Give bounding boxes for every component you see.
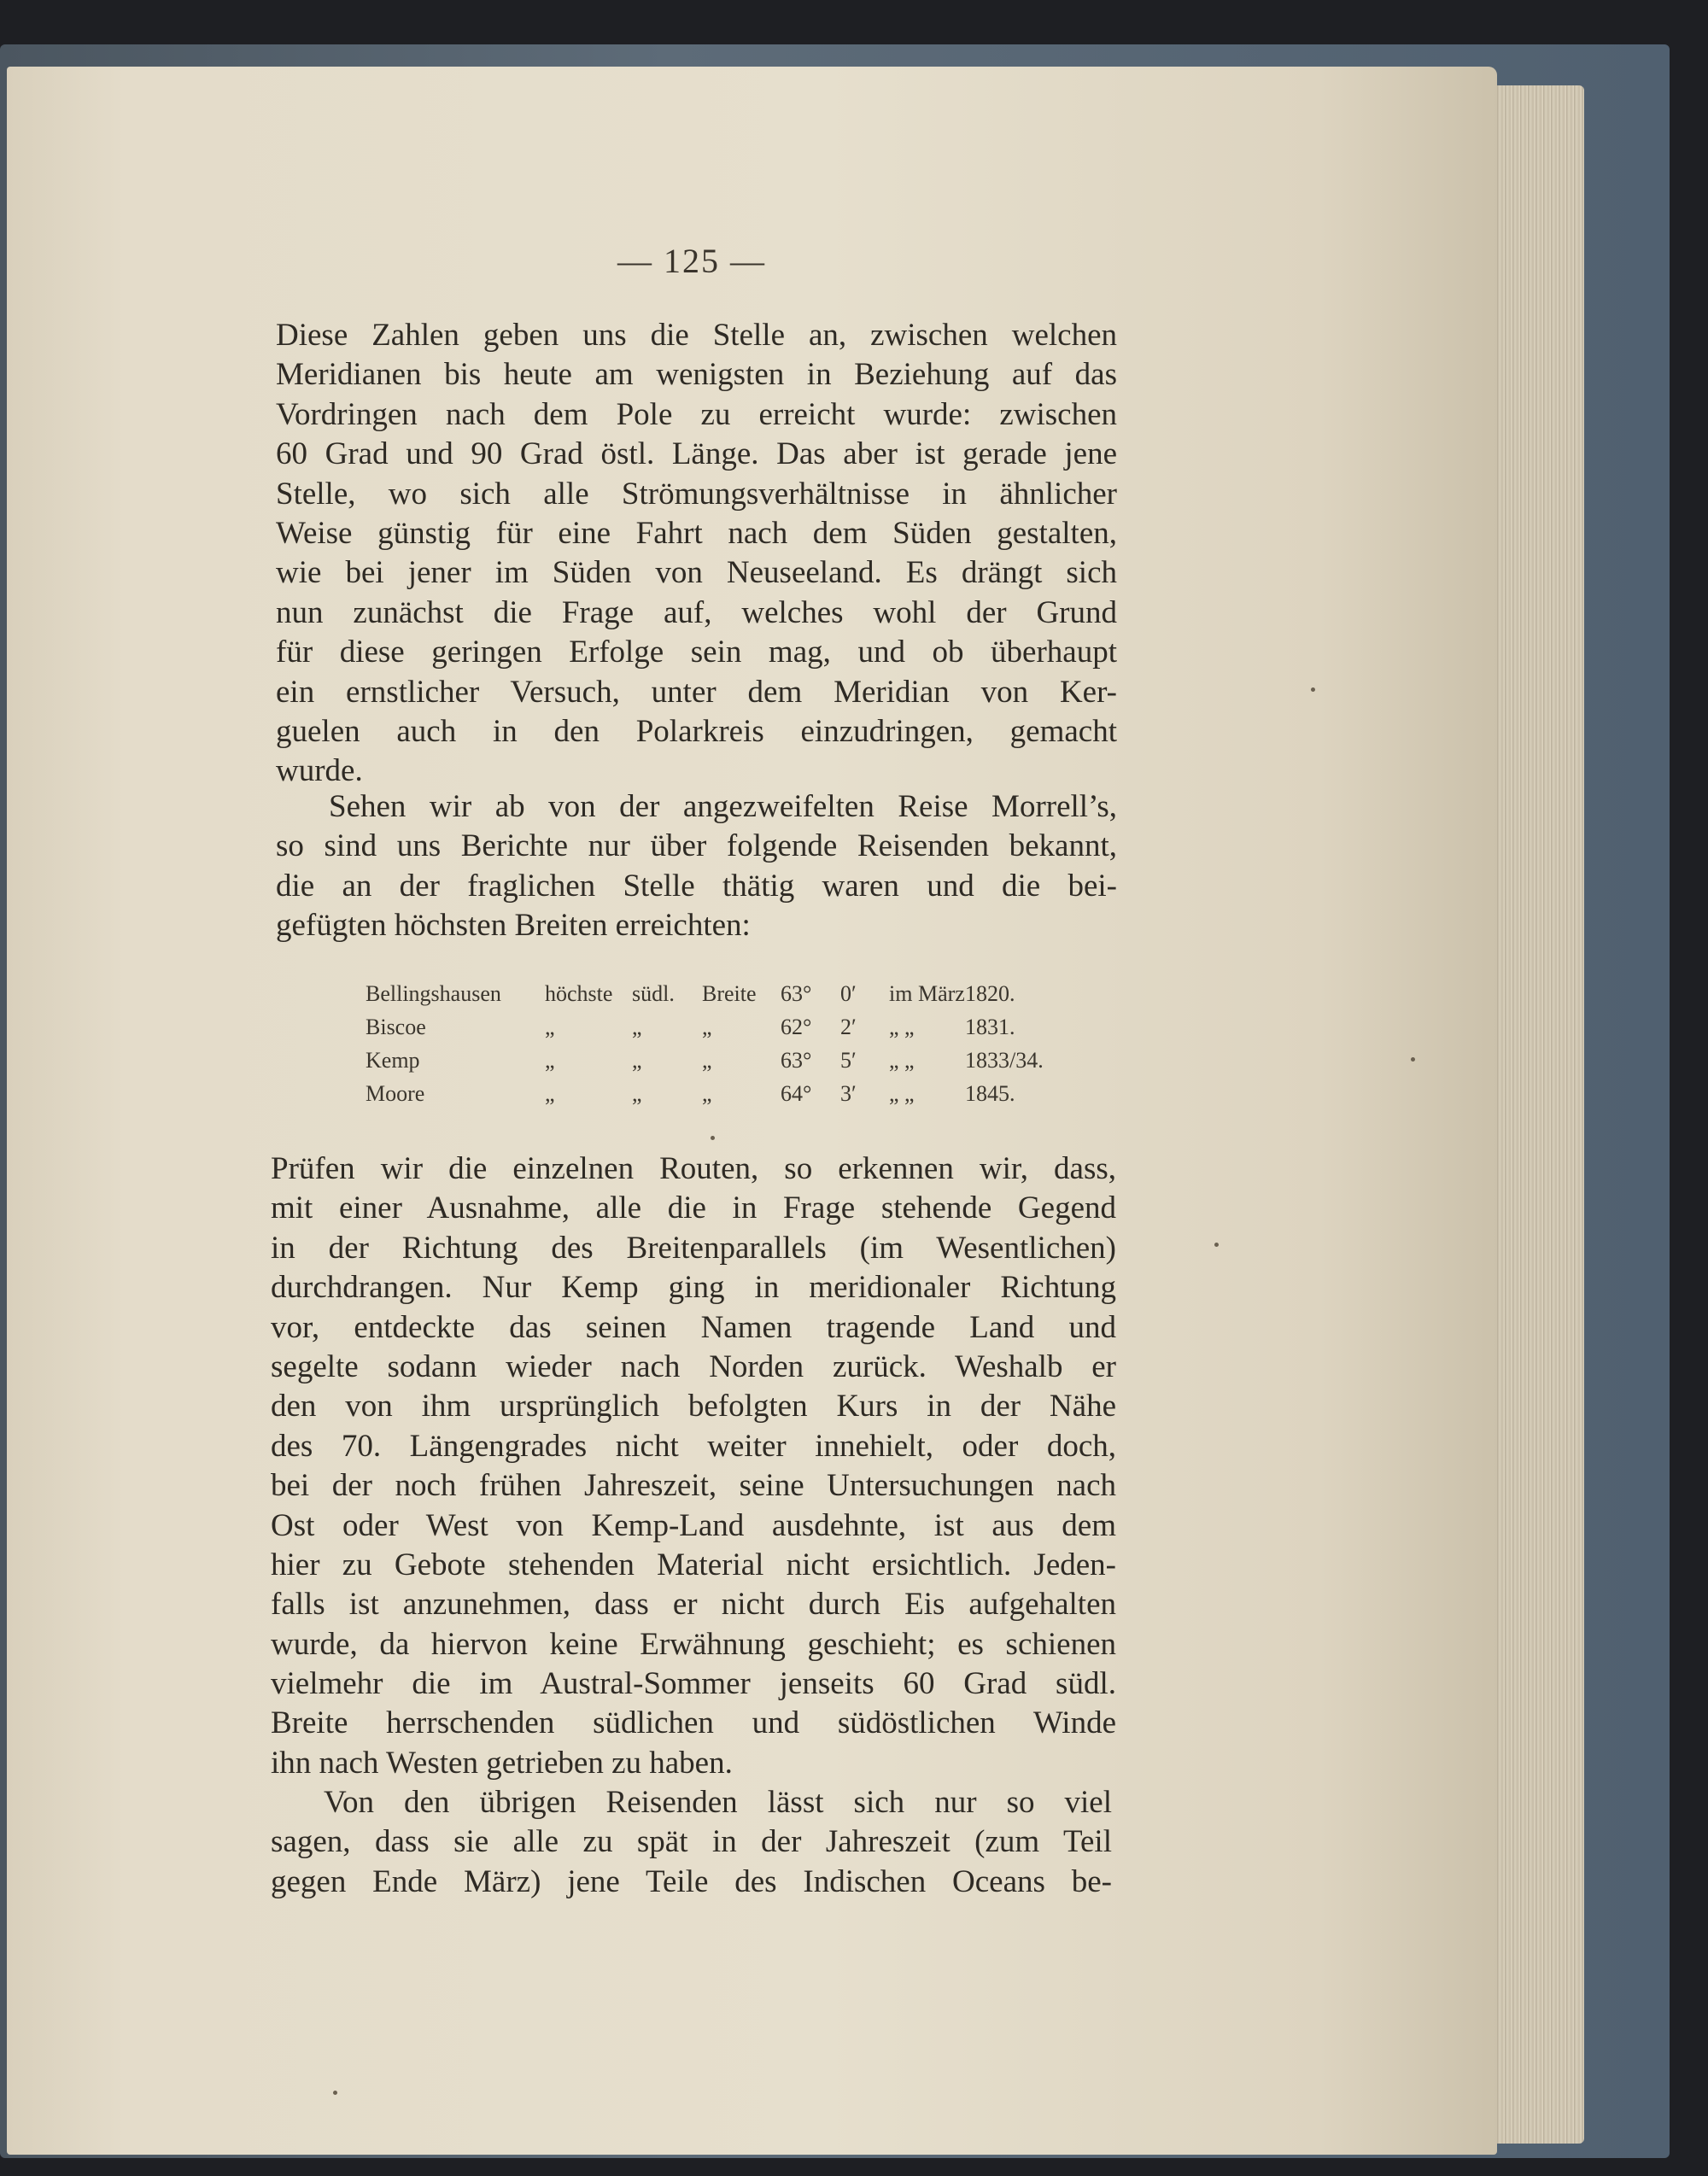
text-line: für diese geringen Erfolge sein mag, und ob überhaupt [276, 635, 1117, 670]
latitude-table [366, 977, 1066, 1110]
cell-month: „ „ [889, 1015, 915, 1039]
cell-c: „ [702, 1015, 712, 1039]
cell-c: „ [702, 1081, 712, 1106]
cell-name: Biscoe [366, 1015, 426, 1039]
text-line: wie bei jener im Süden von Neuseeland. Es drängt sich [276, 555, 1117, 591]
page-edges [1482, 85, 1584, 2144]
text-line: gefügten höchsten Breiten erreichten: [276, 908, 751, 944]
text-line: vor, entdeckte das seinen Namen tragende Land und [271, 1309, 1116, 1345]
paper-speck [333, 2091, 337, 2095]
text-line: Weise günstig für eine Fahrt nach dem Süden gestalten, [276, 515, 1117, 551]
paper-speck [711, 1136, 715, 1140]
cell-year: 1820. [965, 981, 1015, 1006]
text-line: bei der noch frühen Jahreszeit, seine Untersuchungen nach [271, 1468, 1116, 1504]
cell-a: „ [545, 1015, 555, 1039]
paragraph-1 [276, 316, 1117, 792]
cell-b: „ [632, 1081, 642, 1106]
page-number: — 125 — [617, 242, 766, 280]
table-row [366, 1044, 1066, 1077]
text-line: vielmehr die im Austral-Sommer jenseits 60 Grad südl. [271, 1666, 1116, 1702]
cell-name: Bellingshausen [366, 981, 501, 1006]
text-line: den von ihm ursprünglich befolgten Kurs in der Nähe [271, 1389, 1116, 1424]
cell-name: Moore [366, 1081, 425, 1106]
text-line: gegen Ende März) jene Teile des Indischen Oceans be- [271, 1863, 1112, 1899]
cell-year: 1845. [965, 1081, 1015, 1106]
cell-b: „ [632, 1048, 642, 1073]
cell-minutes: 0′ [840, 981, 857, 1006]
text-line: Sehen wir ab von der angezweifelten Reise Morrell’s, [329, 789, 1117, 824]
text-line: hier zu Gebote stehenden Material nicht ersichtlich. Jeden- [271, 1547, 1116, 1582]
paper-speck [1214, 1243, 1219, 1247]
text-line: die an der fraglichen Stelle thätig waren und die bei- [276, 868, 1117, 904]
cell-degrees: 63° [781, 1048, 812, 1073]
text-line: ihn nach Westen getrieben zu haben. [271, 1745, 733, 1781]
text-line: segelte sodann wieder nach Norden zurück. Weshalb er [271, 1348, 1116, 1384]
cell-month: im März [889, 981, 965, 1006]
paragraph-3 [271, 1149, 1116, 1783]
cell-c: „ [702, 1048, 712, 1073]
cell-degrees: 64° [781, 1081, 812, 1106]
text-line: Prüfen wir die einzelnen Routen, so erkennen wir, dass, [271, 1151, 1116, 1186]
text-line: durchdrangen. Nur Kemp ging in meridionaler Richtung [271, 1270, 1116, 1306]
text-line: wurde. [276, 753, 363, 789]
table-row [366, 1010, 1066, 1044]
text-line: in der Richtung des Breitenparallels (im Wesentlichen) [271, 1230, 1116, 1266]
cell-a: „ [545, 1048, 555, 1073]
cell-a: „ [545, 1081, 555, 1106]
text-line: so sind uns Berichte nur über folgende Reisenden bekannt, [276, 828, 1117, 864]
cell-name: Kemp [366, 1048, 420, 1073]
text-line: 60 Grad und 90 Grad östl. Länge. Das aber ist gerade jene [276, 436, 1117, 472]
paper-speck [1411, 1057, 1415, 1062]
paper-speck [1311, 687, 1315, 692]
cell-month: „ „ [889, 1081, 915, 1106]
cell-degrees: 63° [781, 981, 812, 1006]
paragraph-2 [276, 787, 1117, 946]
cell-b: „ [632, 1015, 642, 1039]
text-line: des 70. Längengrades nicht weiter innehielt, oder doch, [271, 1428, 1116, 1464]
text-line: nun zunächst die Frage auf, welches wohl der Grund [276, 594, 1117, 630]
text-line: mit einer Ausnahme, alle die in Frage stehende Gegend [271, 1190, 1116, 1226]
cell-year: 1831. [965, 1015, 1015, 1039]
cell-degrees: 62° [781, 1015, 812, 1039]
text-line: ein ernstlicher Versuch, unter dem Meridian von Ker- [276, 674, 1117, 710]
text-line: Vordringen nach dem Pole zu erreicht wurde: zwischen [276, 396, 1117, 432]
text-line: guelen auch in den Polarkreis einzudringen, gemacht [276, 713, 1117, 749]
cell-b: südl. [632, 981, 675, 1006]
text-line: Ost oder West von Kemp-Land ausdehnte, ist aus dem [271, 1507, 1116, 1543]
cell-month: „ „ [889, 1048, 915, 1073]
cell-c: Breite [702, 981, 757, 1006]
text-line: Diese Zahlen geben uns die Stelle an, zwischen welchen [276, 318, 1117, 353]
text-line: Stelle, wo sich alle Strömungsverhältnisse in ähnlicher [276, 476, 1117, 512]
text-line: Von den übrigen Reisenden lässt sich nur so viel [324, 1785, 1112, 1820]
text-line: falls ist anzunehmen, dass er nicht durch Eis aufgehalten [271, 1587, 1116, 1623]
cell-minutes: 3′ [840, 1081, 857, 1106]
text-line: sagen, dass sie alle zu spät in der Jahreszeit (zum Teil [271, 1824, 1112, 1860]
cell-minutes: 5′ [840, 1048, 857, 1073]
cell-minutes: 2′ [840, 1015, 857, 1039]
paragraph-4 [271, 1783, 1112, 1902]
cell-a: höchste [545, 981, 613, 1006]
text-line: Breite herrschenden südlichen und südöstlichen Winde [271, 1705, 1116, 1741]
table-row [366, 1077, 1066, 1110]
cell-year: 1833/34. [965, 1048, 1044, 1073]
table-row [366, 977, 1066, 1010]
text-line: Meridianen bis heute am wenigsten in Beziehung auf das [276, 357, 1117, 393]
text-line: wurde, da hiervon keine Erwähnung geschieht; es schienen [271, 1626, 1116, 1662]
